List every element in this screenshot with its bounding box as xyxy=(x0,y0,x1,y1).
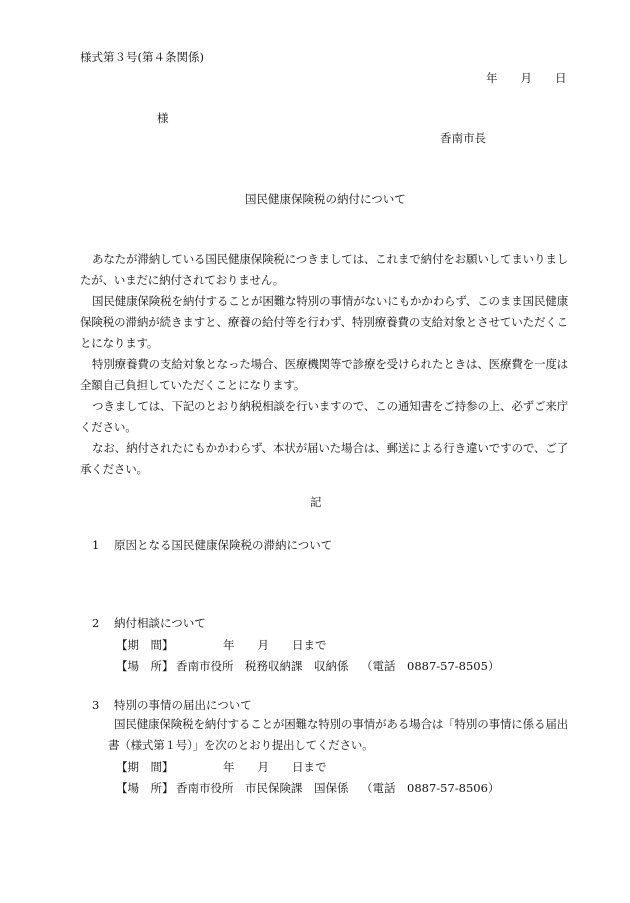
sender: 香南市長 xyxy=(440,131,486,145)
section-3-period xyxy=(116,759,327,775)
section-2-period xyxy=(116,637,327,653)
body-paragraph: なお、納付されたにもかかわらず、本状が届いた場合は、郵送による行き違いですので、ご了承ください。 xyxy=(80,441,568,476)
section-2 xyxy=(92,615,206,631)
body-paragraph: つきましては、下記のとおり納税相談を行いますので、この通知書をご持参の上、必ずご来庁ください。 xyxy=(80,399,568,434)
section-number: 2 xyxy=(92,616,100,630)
section-3 xyxy=(92,697,252,713)
phone-number: （電話 0887-57-8505） xyxy=(361,659,500,673)
section-number: 3 xyxy=(92,698,100,712)
form-id: 様式第３号(第４条関係) xyxy=(80,50,204,64)
section-3-note-text: 国民健康保険税を納付することが困難な特別の事情がある場合は「特別の事情に係る届出書（様式第１号）」を次のとおり提出してください。 xyxy=(108,717,568,752)
place-value: 香南市役所 税務収納課 収納係 xyxy=(176,659,349,673)
period-value: 年 月 日まで xyxy=(223,760,327,774)
date-line: 年 月 日 xyxy=(486,71,567,85)
period-value: 年 月 日まで xyxy=(223,638,327,652)
section-1 xyxy=(92,537,332,553)
section-number: 1 xyxy=(92,538,100,552)
section-heading: 特別の事情の届出について xyxy=(114,698,252,712)
place-value: 香南市役所 市民保険課 国保係 xyxy=(176,781,349,795)
period-label: 【期 間】 xyxy=(116,638,174,652)
body-paragraph: 国民健康保険税を納付することが困難な特別の事情がないにもかかわらず、このまま国民健康保険税の滞納が続きますと、療養の給付等を行わず、特別療養費の支給対象とさせていただくことになります。 xyxy=(80,294,568,350)
phone-number: （電話 0887-57-8506） xyxy=(361,781,500,795)
period-label: 【期 間】 xyxy=(116,760,174,774)
document-title: 国民健康保険税の納付について xyxy=(245,192,406,206)
ki-heading: 記 xyxy=(310,495,322,509)
body-paragraph: あなたが滞納している国民健康保険税につきましては、これまで納付をお願いしてまいりましたが、いまだに納付されておりません。 xyxy=(80,252,568,287)
section-heading: 原因となる国民健康保険税の滞納について xyxy=(114,538,333,552)
addressee: 様 xyxy=(157,111,169,125)
place-label: 【場 所】 xyxy=(116,659,174,673)
body-text xyxy=(80,249,568,480)
section-2-place xyxy=(116,658,499,674)
section-heading: 納付相談について xyxy=(114,616,206,630)
place-label: 【場 所】 xyxy=(116,781,174,795)
section-3-note xyxy=(108,714,568,756)
body-paragraph: 特別療養費の支給対象となった場合、医療機関等で診療を受けられたときは、医療費を一度は全額自己負担していただくことになります。 xyxy=(80,357,568,392)
section-3-place xyxy=(116,780,499,796)
